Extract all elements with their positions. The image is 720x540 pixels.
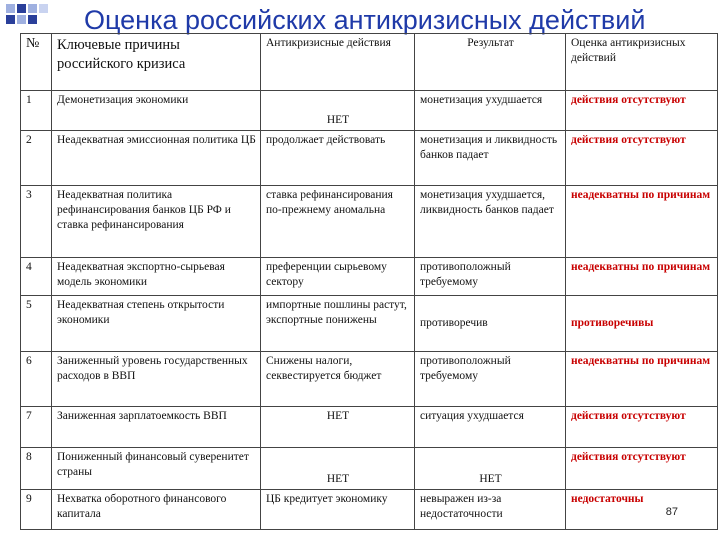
row-cause: Неадекватная эмиссионная политика ЦБ <box>52 131 261 186</box>
header-num: № <box>21 34 52 91</box>
row-action: Снижены налоги, секвестируется бюджет <box>261 352 415 407</box>
row-assessment: неадекватны по причинам <box>566 352 718 407</box>
row-assessment: действия отсутствуют <box>566 91 718 131</box>
row-cause: Демонетизация экономики <box>52 91 261 131</box>
row-action: импортные пошлины растут, экспортные понижены <box>261 296 415 352</box>
row-result: монетизация и ликвидность банков падает <box>415 131 566 186</box>
row-num: 3 <box>21 186 52 258</box>
row-cause: Нехватка оборотного финансового капитала <box>52 490 261 530</box>
row-cause: Неадекватная экспортно-сырьевая модель экономики <box>52 258 261 296</box>
row-assessment: действия отсутствуют <box>566 407 718 448</box>
row-num: 5 <box>21 296 52 352</box>
table-row <box>21 490 718 530</box>
row-result: невыражен из-за недостаточности <box>415 490 566 530</box>
row-action: НЕТ <box>261 91 415 131</box>
row-num: 2 <box>21 131 52 186</box>
row-cause: Заниженный уровень государственных расходов в ВВП <box>52 352 261 407</box>
row-action: продолжает действовать <box>261 131 415 186</box>
table-row <box>21 186 718 258</box>
row-action: ставка рефинансирования по-прежнему аномальна <box>261 186 415 258</box>
row-num: 7 <box>21 407 52 448</box>
row-result: противоречив <box>415 296 566 352</box>
table-row <box>21 258 718 296</box>
header-result: Результат <box>415 34 566 91</box>
row-assessment: неадекватны по причинам <box>566 258 718 296</box>
row-result: монетизация ухудшается <box>415 91 566 131</box>
header-actions: Антикризисные действия <box>261 34 415 91</box>
row-cause: Неадекватная политика рефинансирования банков ЦБ РФ и ставка рефинансирования <box>52 186 261 258</box>
row-result: НЕТ <box>415 448 566 490</box>
header-causes: Ключевые причины российского кризиса <box>52 34 261 91</box>
table-row <box>21 352 718 407</box>
row-action: ЦБ кредитует экономику <box>261 490 415 530</box>
assessment-table <box>20 33 718 530</box>
row-assessment: действия отсутствуют <box>566 131 718 186</box>
row-result: монетизация ухудшается, ликвидность банков падает <box>415 186 566 258</box>
row-cause: Неадекватная степень открытости экономики <box>52 296 261 352</box>
row-assessment: неадекватны по причинам <box>566 186 718 258</box>
table-row <box>21 407 718 448</box>
row-num: 1 <box>21 91 52 131</box>
row-action: НЕТ <box>261 448 415 490</box>
row-assessment: действия отсутствуют <box>566 448 718 490</box>
slide-title: Оценка российских антикризисных действий <box>84 5 646 35</box>
row-assessment: недостаточны <box>566 490 718 530</box>
row-num: 8 <box>21 448 52 490</box>
page-number: 87 <box>665 506 678 518</box>
table-row <box>21 296 718 352</box>
row-num: 9 <box>21 490 52 530</box>
row-assessment: противоречивы <box>566 296 718 352</box>
row-num: 4 <box>21 258 52 296</box>
row-num: 6 <box>21 352 52 407</box>
row-result: ситуация ухудшается <box>415 407 566 448</box>
row-cause: Пониженный финансовый суверенитет страны <box>52 448 261 490</box>
table-row <box>21 131 718 186</box>
table-header-row <box>21 34 718 91</box>
row-result: противоположный требуемому <box>415 258 566 296</box>
row-result: противоположный требуемому <box>415 352 566 407</box>
row-action: НЕТ <box>261 407 415 448</box>
row-action: преференции сырьевому сектору <box>261 258 415 296</box>
decorative-squares <box>0 0 60 30</box>
table-row <box>21 448 718 490</box>
table-row <box>21 91 718 131</box>
header-assessment: Оценка антикризисных действий <box>566 34 718 91</box>
row-cause: Заниженная зарплатоемкость ВВП <box>52 407 261 448</box>
